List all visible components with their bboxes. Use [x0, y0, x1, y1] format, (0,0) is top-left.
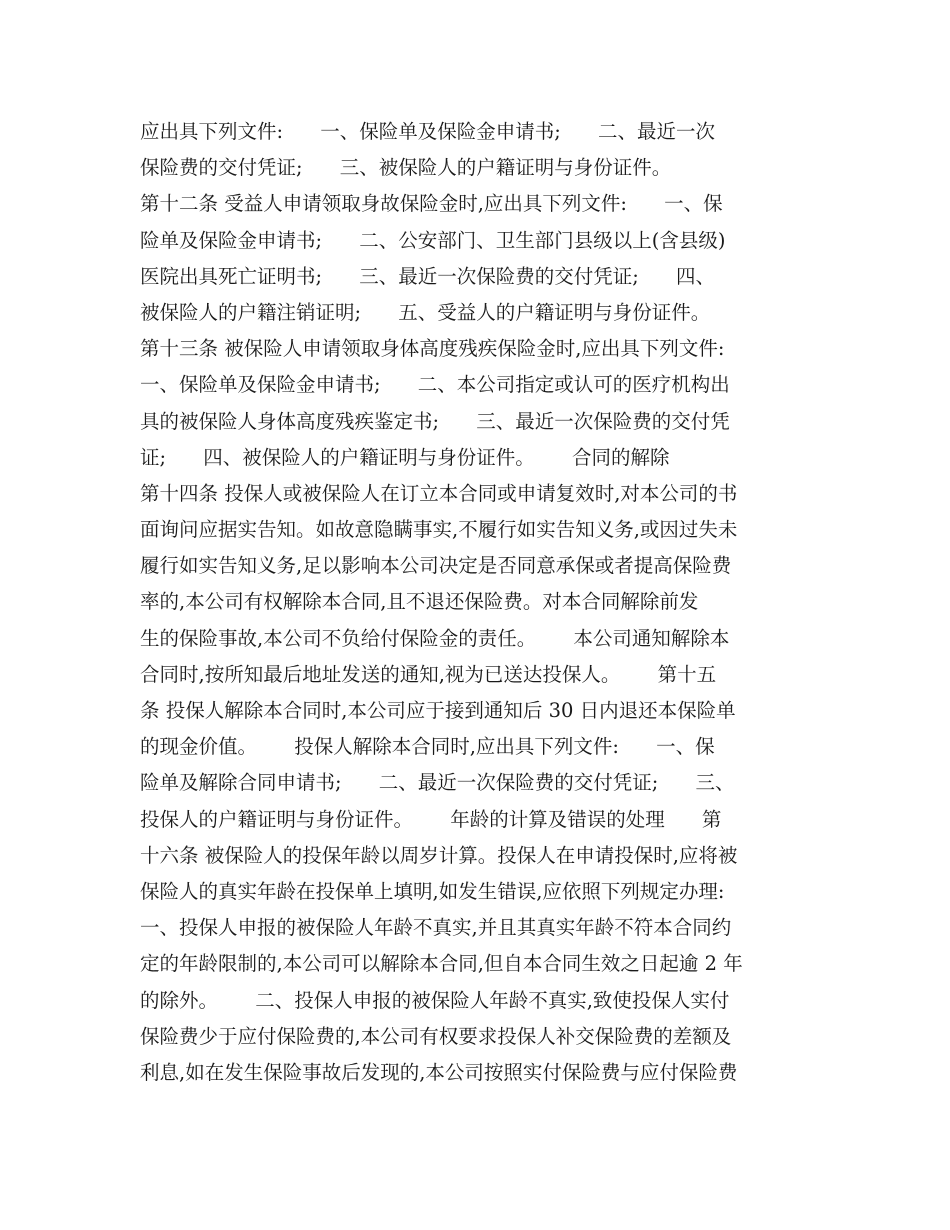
text-line: 医院出具死亡证明书; 三、最近一次保险费的交付凭证; 四、	[140, 264, 716, 288]
body-text	[140, 114, 815, 1091]
text-line: 履行如实告知义务,足以影响本公司决定是否同意承保或者提高保险费	[140, 554, 732, 578]
text-line: 第十四条 投保人或被保险人在订立本合同或申请复效时,对本公司的书	[140, 481, 738, 505]
text-line: 合同时,按所知最后地址发送的通知,视为已送达投保人。 第十五	[140, 662, 717, 686]
text-line: 投保人的户籍证明与身份证件。 年龄的计算及错误的处理 第	[140, 807, 722, 831]
text-line: 一、投保人申报的被保险人年龄不真实,并且其真实年龄不符本合同约	[140, 916, 732, 940]
text-line: 率的,本公司有权解除本合同,且不退还保险费。对本合同解除前发	[140, 590, 699, 614]
text-line: 具的被保险人身体高度残疾鉴定书; 三、最近一次保险费的交付凭	[140, 409, 730, 433]
text-line: 一、保险单及保险金申请书; 二、本公司指定或认可的医疗机构出	[140, 373, 730, 397]
text-line: 应出具下列文件: 一、保险单及保险金申请书; 二、最近一次	[140, 120, 716, 143]
text-line: 利息,如在发生保险事故后发现的,本公司按照实付保险费与应付保险费	[140, 1060, 738, 1084]
text-line: 定的年龄限制的,本公司可以解除本合同,但自本合同生效之日起逾 2 年	[140, 952, 743, 976]
text-line: 的除外。 二、投保人申报的被保险人年龄不真实,致使投保人实付	[140, 988, 730, 1012]
text-line: 生的保险事故,本公司不负给付保险金的责任。 本公司通知解除本	[140, 626, 730, 650]
text-line: 险单及解除合同申请书; 二、最近一次保险费的交付凭证; 三、	[140, 771, 735, 795]
text-line: 第十三条 被保险人申请领取身体高度残疾保险金时,应出具下列文件:	[140, 337, 725, 361]
text-line: 条 投保人解除本合同时,本公司应于接到通知后 30 日内退还本保险单	[140, 699, 736, 722]
text-line: 被保险人的户籍注销证明; 五、受益人的户籍证明与身份证件。	[140, 300, 711, 324]
text-line: 十六条 被保险人的投保年龄以周岁计算。投保人在申请投保时,应将被	[140, 843, 738, 867]
text-line: 的现金价值。 投保人解除本合同时,应出具下列文件: 一、保	[140, 735, 715, 759]
text-line: 险单及保险金申请书; 二、公安部门、卫生部门县级以上(含县级)	[140, 228, 726, 252]
text-line: 保险费的交付凭证; 三、被保险人的户籍证明与身份证件。	[140, 156, 672, 180]
text-line: 保险费少于应付保险费的,本公司有权要求投保人补交保险费的差额及	[140, 1024, 732, 1048]
text-line: 第十二条 受益人申请领取身故保险金时,应出具下列文件: 一、保	[140, 192, 723, 216]
text-line: 证; 四、被保险人的户籍证明与身份证件。 合同的解除	[140, 445, 670, 469]
text-line: 保险人的真实年龄在投保单上填明,如发生错误,应依照下列规定办理:	[140, 879, 725, 903]
text-line: 面询问应据实告知。如故意隐瞒事实,不履行如实告知义务,或因过失未	[140, 518, 738, 542]
